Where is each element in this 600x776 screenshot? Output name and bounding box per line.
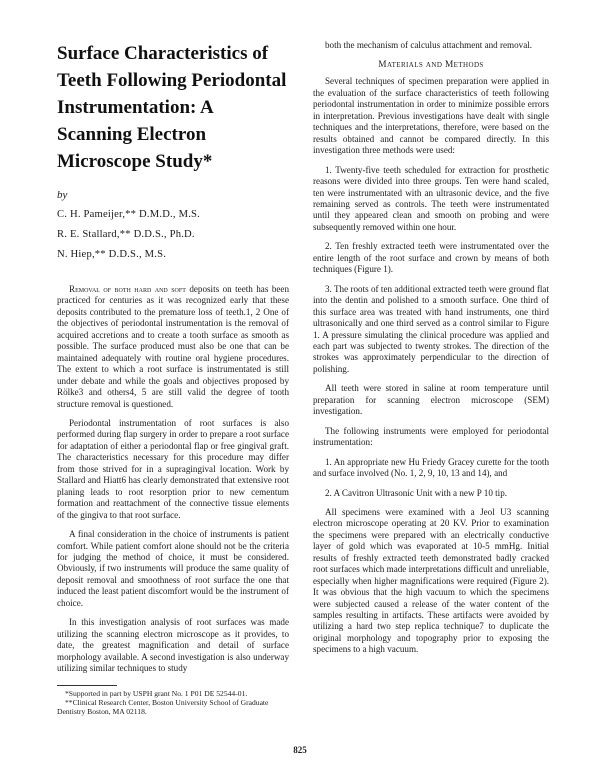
article-title: Surface Characteristics of Teeth Following Periodontal Instrumentation: A Scanning Electron Microscope Study* — [57, 43, 287, 172]
page-number: 825 — [293, 745, 307, 755]
methods-paragraph-5: All teeth were stored in saline at room temperature until preparation for scanning electron microscope (SEM) investigation. — [313, 383, 549, 417]
author-3: N. Hiep,** D.D.S., M.S. — [57, 249, 167, 260]
intro-lead-caps: Removal of both hard and soft — [69, 284, 186, 294]
paragraph-4: In this investigation analysis of root surfaces was made utilizing the scanning electron microscope as it provides, to date, the greatest magnification and detail of surface morphology available. A second investigation is also underway utilizing similar techniques to study — [57, 617, 289, 674]
footnote-2: **Clinical Research Center, Boston University School of Graduate Dentistry Boston, MA 02118. — [57, 697, 269, 716]
byline: by — [57, 189, 68, 201]
methods-paragraph-1: Several techniques of specimen preparation were applied in the evaluation of the surface characteristics of teeth following periodontal instrumentation in order to minimize possible errors in interpretation. Previous investigations have dealt with single techniques and the interpretations, therefore, were based on the results obtained and cannot be compared directly. In this investigation three methods were used: — [313, 76, 549, 156]
footnote-divider — [57, 685, 117, 686]
right-column — [313, 40, 549, 664]
methods-paragraph-4: 3. The roots of ten additional extracted teeth were ground flat into the dentin and polished to a smooth surface. One third of this surface area was treated with hand instruments, one third ultrasonically and one third served as a control similar to Figure 1. A pressure simulating the clinical procedure was applied and each part was subjected to twenty strokes. The direction of the strokes was approximately perpendicular to the direction of polishing. — [313, 283, 549, 374]
methods-paragraph-7: 1. An appropriate new Hu Friedy Gracey curette for the tooth and surface involved (No. 1, 2, 9, 10, 13 and 14), and — [313, 456, 549, 479]
methods-paragraph-8: 2. A Cavitron Ultrasonic Unit with a new P 10 tip. — [325, 487, 508, 498]
paragraph-3: A final consideration in the choice of instruments is patient comfort. While patient comfort alone should not be the criteria for judging the method of choice, it must be considered. Obviously, if two instruments will produce the same quality of deposit removal and smoothness of root surface the one that induced the least patient discomfort would be the instrument of choice. — [57, 529, 289, 608]
author-1: C. H. Pameijer,** D.M.D., M.S. — [57, 209, 200, 220]
footnote-1: *Supported in part by USPH grant No. 1 P01 DE 52544-01. — [65, 688, 248, 698]
methods-paragraph-2: 1. Twenty-five teeth scheduled for extraction for prosthetic reasons were divided into three groups. Ten were hand scaled, ten were instrumentated with an ultrasonic device, and the five remaining served as controls. The teeth were instrumentated until they appeared clean and smooth on probing and were subsequently removed within one hour. — [313, 164, 549, 232]
methods-paragraph-6: The following instruments were employed for periodontal instrumentation: — [313, 425, 549, 448]
continued-text: both the mechanism of calculus attachment and removal. — [325, 40, 533, 50]
section-heading: Materials and Methods — [378, 60, 484, 71]
intro-paragraph — [57, 284, 289, 410]
spacer — [57, 269, 289, 284]
left-column — [57, 40, 289, 716]
intro-text: deposits on teeth has been practiced for centuries as it was recognized early that these deposits contributed to the premature loss of teeth.1, 2 One of the objectives of periodontal instrumentation is the removal of acquired accretions and to create a tooth surface as smooth as possible. The surface produced must also be one that can be maintained adequately with routine oral hygiene procedures. The extent to which a root surface is instrumentated is still under debate and while the goals and objectives proposed by Rölke3 and others4, 5 are still valid the degree of tooth structure removal is questioned. — [57, 284, 290, 409]
methods-paragraph-3: 2. Ten freshly extracted teeth were instrumentated over the entire length of the root surface and crown by means of both techniques (Figure 1). — [313, 241, 549, 275]
paragraph-2: Periodontal instrumentation of root surfaces is also performed during flap surgery in order to prepare a root surface for adaptation of either a periodontal flap or free gingival graft. The characteristics necessary for this procedure may differ from those strived for in a supragingival location. Work by Stallard and Hiatt6 has clearly demonstrated that extensive root planing leads to root resorption prior to new cementum formation and reattachment of the connective tissue elements of the gingiva to that root surface. — [57, 417, 289, 520]
methods-paragraph-9: All specimens were examined with a Jeol U3 scanning electron microscope operating at 20 KV. Prior to examination the specimens were prepared with an electrically conductive layer of gold which was evaporated at 10-5 mmHg. Initial results of freshly extracted teeth demonstrated badly cracked root surfaces which made interpretations difficult and unreliable, especially when higher magnifications were required (Figure 2). It was obvious that the high vacuum to which the specimens were subjected caused a release of the water content of the samples resulting in artifacts. These artifacts were avoided by utilizing a hard two step replica technique7 to duplicate the original morphology and topography prior to exposing the specimens to a high vacuum. — [313, 506, 549, 655]
author-2: R. E. Stallard,** D.D.S., Ph.D. — [57, 229, 195, 240]
